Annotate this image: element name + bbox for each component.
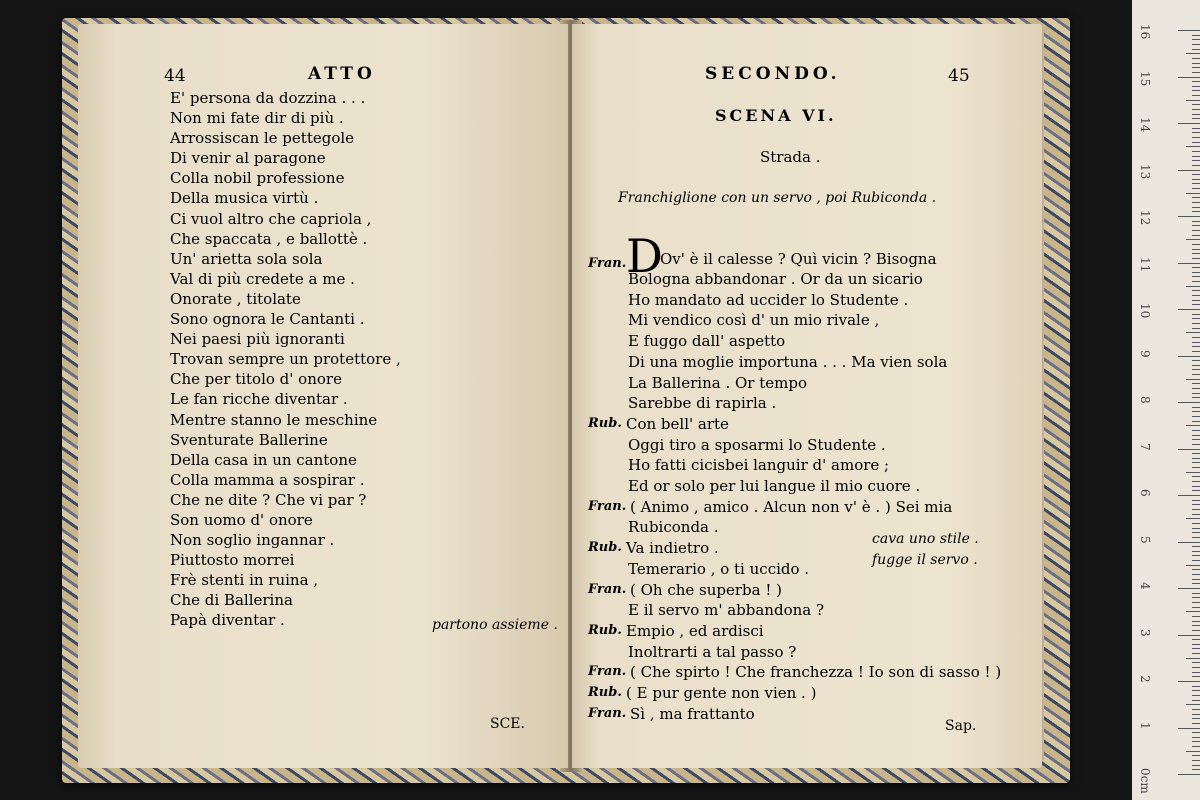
ruler-minor-tick: [1192, 504, 1200, 505]
ruler-minor-tick: [1192, 621, 1200, 622]
ruler-number: 2: [1138, 675, 1152, 683]
ruler-minor-tick: [1192, 323, 1200, 324]
ruler-minor-tick: [1186, 704, 1200, 705]
ruler-minor-tick: [1192, 560, 1200, 561]
ruler-minor-tick: [1192, 695, 1200, 696]
ruler-minor-tick: [1186, 379, 1200, 380]
ruler-minor-tick: [1192, 44, 1200, 45]
ruler-minor-tick: [1186, 239, 1200, 240]
ruler-minor-tick: [1192, 407, 1200, 408]
ruler-minor-tick: [1192, 346, 1200, 347]
ruler-minor-tick: [1192, 225, 1200, 226]
ruler-tick: [1178, 216, 1200, 217]
ruler-minor-tick: [1192, 546, 1200, 547]
ruler-minor-tick: [1192, 500, 1200, 501]
dialogue-line: Va indietro .: [626, 539, 719, 558]
ruler-tick: [1178, 681, 1200, 682]
verse-line: E' persona da dozzina . . .: [170, 89, 366, 107]
scene-place: Strada .: [760, 148, 821, 166]
ruler-minor-tick: [1192, 81, 1200, 82]
speaker-label: Rub.: [588, 622, 622, 638]
ruler-minor-tick: [1192, 430, 1200, 431]
ruler-minor-tick: [1192, 579, 1200, 580]
ruler-minor-tick: [1186, 286, 1200, 287]
ruler-minor-tick: [1186, 193, 1200, 194]
verse-line: Frè stenti in ruina ,: [170, 571, 319, 590]
ruler-minor-tick: [1186, 332, 1200, 333]
verse-line: Papà diventar .: [170, 611, 285, 630]
ruler-minor-tick: [1186, 146, 1200, 147]
left-stage-direction: partono assieme .: [432, 617, 558, 633]
ruler-minor-tick: [1192, 249, 1200, 250]
ruler-minor-tick: [1192, 95, 1200, 96]
ruler-minor-tick: [1192, 672, 1200, 673]
ruler-minor-tick: [1192, 328, 1200, 329]
ruler-minor-tick: [1192, 755, 1200, 756]
ruler-minor-tick: [1192, 267, 1200, 268]
ruler-minor-tick: [1192, 221, 1200, 222]
ruler-minor-tick: [1192, 351, 1200, 352]
ruler-tick: [1178, 309, 1200, 310]
ruler-number: 13: [1138, 163, 1152, 179]
drop-cap: D: [626, 229, 663, 283]
ruler-minor-tick: [1192, 276, 1200, 277]
speaker-label: Fran.: [588, 581, 627, 597]
ruler-minor-tick: [1192, 476, 1200, 477]
ruler-minor-tick: [1192, 67, 1200, 68]
verse-line: Son uomo d' onore: [170, 510, 313, 529]
ruler-minor-tick: [1186, 472, 1200, 473]
ruler-minor-tick: [1192, 723, 1200, 724]
verse-line: Ci vuol altro che capriola ,: [170, 209, 372, 228]
ruler-minor-tick: [1192, 295, 1200, 296]
verse-line: Della musica virtù .: [170, 189, 319, 208]
ruler-minor-tick: [1192, 551, 1200, 552]
dialogue-line: ( Che spirto ! Che franchezza ! Io son di sasso ! ): [630, 663, 1002, 682]
ruler-minor-tick: [1192, 630, 1200, 631]
scene-persons: Franchiglione con un servo , poi Rubiconda .: [618, 190, 937, 206]
ruler-number: 1: [1138, 721, 1152, 730]
verse-line: Che ne dite ? Che vi par ?: [170, 490, 367, 509]
ruler-minor-tick: [1192, 318, 1200, 319]
ruler-minor-tick: [1186, 565, 1200, 566]
ruler-minor-tick: [1192, 235, 1200, 236]
ruler-minor-tick: [1192, 760, 1200, 761]
ruler-number: 6: [1138, 489, 1152, 497]
ruler-minor-tick: [1192, 183, 1200, 184]
ruler-minor-tick: [1192, 300, 1200, 301]
speaker-label: Fran.: [588, 664, 627, 680]
ruler-minor-tick: [1192, 156, 1200, 157]
ruler-minor-tick: [1192, 583, 1200, 584]
ruler-number: 7: [1138, 442, 1152, 451]
ruler-minor-tick: [1192, 625, 1200, 626]
ruler-minor-tick: [1192, 444, 1200, 445]
ruler-minor-tick: [1192, 86, 1200, 87]
scene-title: SCENA VI.: [715, 106, 837, 125]
verse-line: Nei paesi più ignoranti: [170, 330, 345, 349]
ruler-tick: [1178, 356, 1200, 357]
verse-line: Non mi fate dir di più .: [170, 109, 344, 128]
ruler-minor-tick: [1192, 369, 1200, 370]
ruler-minor-tick: [1192, 397, 1200, 398]
ruler-minor-tick: [1192, 746, 1200, 747]
dialogue-line: Sarebbe di rapirla .: [628, 394, 777, 413]
verse-line: Mentre stanno le meschine: [170, 410, 378, 429]
ruler-tick: [1178, 588, 1200, 589]
ruler-minor-tick: [1186, 751, 1200, 752]
ruler-tick: [1178, 542, 1200, 543]
ruler-minor-tick: [1192, 411, 1200, 412]
stage-aside: cava uno stile .: [872, 531, 979, 548]
ruler-minor-tick: [1192, 342, 1200, 343]
ruler-minor-tick: [1192, 686, 1200, 687]
ruler-tick: [1178, 402, 1200, 403]
ruler-minor-tick: [1192, 732, 1200, 733]
ruler-minor-tick: [1192, 653, 1200, 654]
ruler-minor-tick: [1192, 104, 1200, 105]
ruler-minor-tick: [1192, 458, 1200, 459]
ruler-minor-tick: [1192, 616, 1200, 617]
ruler-minor-tick: [1192, 537, 1200, 538]
right-catchword: Sap.: [945, 718, 977, 734]
verse-line: Che per titolo d' onore: [170, 370, 342, 389]
ruler-minor-tick: [1192, 393, 1200, 394]
left-verse-block: [170, 88, 401, 631]
left-running-head: ATTO: [308, 64, 376, 84]
ruler-minor-tick: [1192, 597, 1200, 598]
ruler-minor-tick: [1186, 53, 1200, 54]
ruler-number: 10: [1138, 303, 1152, 319]
ruler-minor-tick: [1192, 607, 1200, 608]
ruler-minor-tick: [1192, 416, 1200, 417]
ruler-minor-tick: [1192, 63, 1200, 64]
ruler-minor-tick: [1192, 765, 1200, 766]
ruler-minor-tick: [1192, 481, 1200, 482]
ruler-minor-tick: [1192, 374, 1200, 375]
ruler-minor-tick: [1192, 528, 1200, 529]
ruler-minor-tick: [1192, 462, 1200, 463]
ruler-minor-tick: [1192, 174, 1200, 175]
ruler-minor-tick: [1192, 718, 1200, 719]
ruler-minor-tick: [1192, 490, 1200, 491]
verse-line: Non soglio ingannar .: [170, 531, 335, 550]
ruler-minor-tick: [1192, 709, 1200, 710]
ruler-minor-tick: [1192, 602, 1200, 603]
dialogue-line: E il servo m' abbandona ?: [628, 601, 825, 620]
dialogue-line: Ed or solo per lui langue il mio cuore .: [628, 477, 921, 495]
right-running-head: SECONDO.: [705, 64, 841, 84]
ruler-minor-tick: [1192, 230, 1200, 231]
verse-line: Trovan sempre un protettore ,: [170, 350, 401, 369]
ruler-minor-tick: [1192, 290, 1200, 291]
ruler-minor-tick: [1192, 211, 1200, 212]
verse-line: Sono ognora le Cantanti .: [170, 310, 365, 329]
ruler-minor-tick: [1192, 272, 1200, 273]
ruler-minor-tick: [1192, 555, 1200, 556]
dialogue-line: Oggi tiro a sposarmi lo Studente .: [628, 435, 886, 454]
ruler-minor-tick: [1192, 439, 1200, 440]
ruler-minor-tick: [1192, 667, 1200, 668]
ruler-number: 11: [1138, 256, 1152, 272]
ruler-minor-tick: [1192, 509, 1200, 510]
speaker-label: Fran.: [588, 705, 627, 721]
verse-line: Un' arietta sola sola: [170, 249, 323, 268]
dialogue-line: Ho fatti cicisbei languir d' amore ;: [628, 456, 890, 475]
ruler-minor-tick: [1192, 207, 1200, 208]
ruler-minor-tick: [1192, 58, 1200, 59]
verse-line: Di venir al paragone: [170, 149, 326, 168]
stage-aside: fugge il servo .: [872, 551, 978, 568]
ruler-minor-tick: [1192, 486, 1200, 487]
ruler-minor-tick: [1192, 383, 1200, 384]
dialogue-line: Empio , ed ardisci: [626, 621, 764, 640]
ruler-number: 15: [1138, 70, 1152, 86]
ruler-minor-tick: [1192, 574, 1200, 575]
ruler-tick: [1178, 30, 1200, 31]
ruler-number: 8: [1138, 396, 1152, 404]
right-folio: 45: [948, 66, 970, 86]
dialogue-line: Ho mandato ad uccider lo Studente .: [628, 290, 909, 309]
ruler-tick: [1178, 77, 1200, 78]
dialogue-line: ( E pur gente non vien . ): [626, 684, 817, 702]
dialogue-line: La Ballerina . Or tempo: [628, 373, 807, 392]
dialogue-line: Bologna abbandonar . Or da un sicario: [628, 270, 923, 288]
left-catchword: SCE.: [490, 716, 525, 732]
ruler-minor-tick: [1192, 421, 1200, 422]
dialogue-line: Di una moglie importuna . . . Ma vien sola: [628, 352, 948, 371]
ruler-minor-tick: [1192, 109, 1200, 110]
ruler-minor-tick: [1192, 142, 1200, 143]
ruler-minor-tick: [1192, 253, 1200, 254]
ruler-minor-tick: [1192, 39, 1200, 40]
ruler-minor-tick: [1192, 644, 1200, 645]
ruler-minor-tick: [1192, 676, 1200, 677]
dialogue-line: ( Animo , amico . Alcun non v' è . ) Sei mia: [630, 497, 953, 516]
ruler-minor-tick: [1192, 188, 1200, 189]
verse-line: Che spaccata , e ballottè .: [170, 229, 368, 248]
ruler-minor-tick: [1192, 435, 1200, 436]
ruler-minor-tick: [1186, 611, 1200, 612]
dialogue-line: Con bell' arte: [626, 414, 729, 433]
ruler-minor-tick: [1192, 532, 1200, 533]
ruler-minor-tick: [1192, 453, 1200, 454]
dialogue-line: Temerario , o ti uccido .: [628, 559, 810, 578]
ruler-minor-tick: [1192, 165, 1200, 166]
ruler-minor-tick: [1192, 467, 1200, 468]
ruler-number: 0cm: [1138, 768, 1152, 794]
dialogue-line: Inoltrarti a tal passo ?: [628, 642, 797, 661]
dialogue-line: Rubiconda .: [628, 518, 719, 537]
ruler-minor-tick: [1192, 523, 1200, 524]
ruler-minor-tick: [1192, 365, 1200, 366]
ruler-minor-tick: [1192, 714, 1200, 715]
ruler-minor-tick: [1192, 337, 1200, 338]
verse-line: Sventurate Ballerine: [170, 430, 328, 449]
ruler-number: 16: [1138, 24, 1152, 40]
verse-line: Val di più credete a me .: [170, 269, 355, 288]
ruler-minor-tick: [1192, 202, 1200, 203]
ruler-minor-tick: [1192, 662, 1200, 663]
ruler-tick: [1178, 495, 1200, 496]
ruler-minor-tick: [1192, 49, 1200, 50]
dialogue-line: ( Oh che superba ! ): [630, 580, 783, 599]
ruler-tick: [1178, 728, 1200, 729]
ruler-minor-tick: [1186, 425, 1200, 426]
ruler-number: 9: [1138, 349, 1152, 358]
ruler-minor-tick: [1192, 514, 1200, 515]
ruler-number: 14: [1138, 117, 1152, 133]
speaker-label: Rub.: [588, 685, 622, 700]
ruler-minor-tick: [1192, 118, 1200, 119]
ruler-number: 4: [1138, 582, 1152, 590]
ruler-minor-tick: [1192, 593, 1200, 594]
ruler-minor-tick: [1192, 244, 1200, 245]
ruler-tick: [1178, 635, 1200, 636]
ruler-number: 12: [1138, 210, 1152, 226]
ruler-minor-tick: [1192, 90, 1200, 91]
verse-line: Piuttosto morrei: [170, 551, 295, 570]
ruler-minor-tick: [1192, 737, 1200, 738]
ruler-minor-tick: [1192, 160, 1200, 161]
ruler-minor-tick: [1192, 314, 1200, 315]
left-folio: 44: [164, 66, 186, 86]
measuring-ruler: [1132, 0, 1200, 800]
ruler-minor-tick: [1192, 151, 1200, 152]
ruler-minor-tick: [1186, 100, 1200, 101]
ruler-number: 5: [1138, 535, 1152, 544]
first-line: Ov' è il calesse ? Quì vicin ? Bisogna: [660, 250, 937, 268]
ruler-minor-tick: [1192, 304, 1200, 305]
ruler-minor-tick: [1192, 360, 1200, 361]
ruler-minor-tick: [1192, 769, 1200, 770]
verse-line: Colla nobil professione: [170, 169, 345, 188]
ruler-minor-tick: [1192, 258, 1200, 259]
verse-line: Onorate , titolate: [170, 289, 301, 308]
verse-line: Le fan ricche diventar .: [170, 390, 348, 409]
ruler-minor-tick: [1192, 639, 1200, 640]
ruler-minor-tick: [1192, 132, 1200, 133]
ruler-minor-tick: [1192, 114, 1200, 115]
ruler-minor-tick: [1192, 700, 1200, 701]
dialogue-line: E fuggo dall' aspetto: [628, 332, 786, 351]
speaker-label: Fran.: [588, 256, 627, 271]
ruler-minor-tick: [1192, 179, 1200, 180]
dialogue-line: Sì , ma frattanto: [630, 704, 755, 723]
verse-line: Colla mamma a sospirar .: [170, 470, 365, 489]
dialogue-line: Mi vendico così d' un mio rivale ,: [628, 311, 880, 330]
ruler-tick: [1178, 123, 1200, 124]
ruler-minor-tick: [1192, 137, 1200, 138]
ruler-minor-tick: [1192, 72, 1200, 73]
ruler-tick: [1178, 263, 1200, 264]
ruler-minor-tick: [1186, 518, 1200, 519]
verse-line: Arrossiscan le pettegole: [170, 129, 355, 148]
ruler-minor-tick: [1192, 197, 1200, 198]
speaker-label: Fran.: [588, 498, 627, 514]
ruler-minor-tick: [1192, 35, 1200, 36]
ruler-minor-tick: [1192, 741, 1200, 742]
speaker-label: Rub.: [588, 415, 622, 431]
ruler-minor-tick: [1186, 658, 1200, 659]
speaker-label: Rub.: [588, 540, 622, 556]
ruler-minor-tick: [1192, 281, 1200, 282]
ruler-minor-tick: [1192, 569, 1200, 570]
ruler-minor-tick: [1192, 128, 1200, 129]
ruler-tick: [1178, 449, 1200, 450]
ruler-tick: [1178, 774, 1200, 775]
verse-line: Della casa in un cantone: [170, 450, 357, 469]
ruler-minor-tick: [1192, 690, 1200, 691]
ruler-minor-tick: [1192, 388, 1200, 389]
ruler-number: 3: [1138, 628, 1152, 637]
ruler-minor-tick: [1192, 648, 1200, 649]
verse-line: Che di Ballerina: [170, 591, 293, 610]
ruler-tick: [1178, 170, 1200, 171]
